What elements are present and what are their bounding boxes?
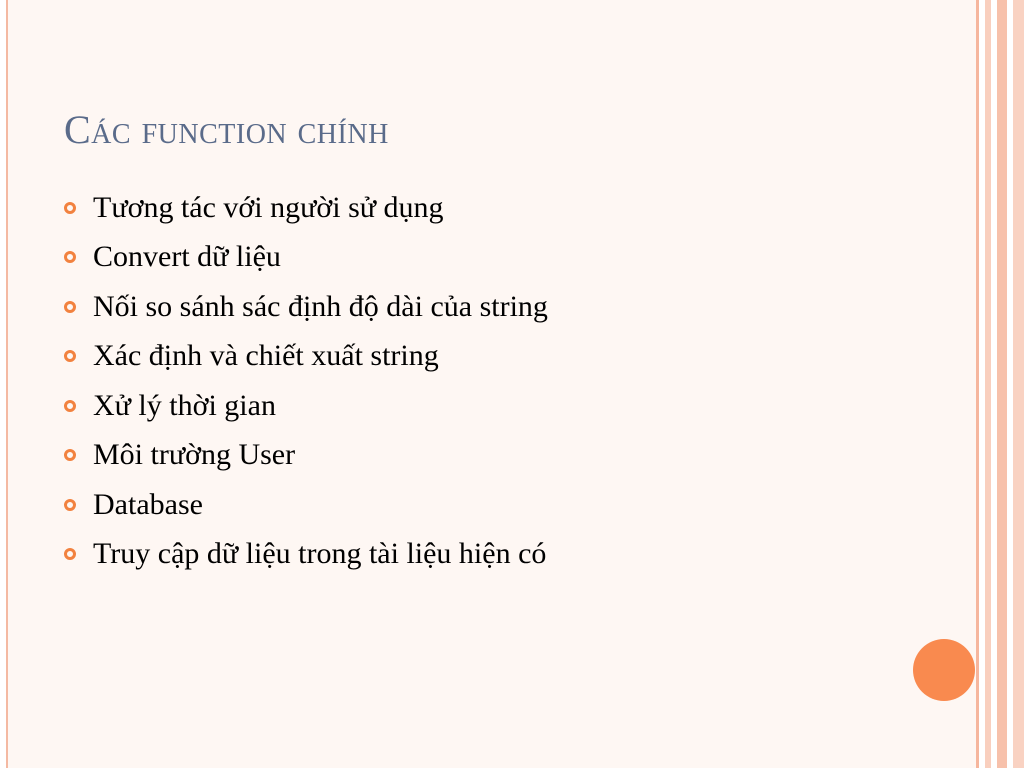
bullet-text: Convert dữ liệu	[93, 240, 281, 274]
decor-stripe	[997, 0, 1007, 768]
circle-bullet-icon	[64, 400, 76, 412]
circle-bullet-icon	[64, 202, 76, 214]
circle-bullet-icon	[64, 499, 76, 511]
circle-bullet-icon	[64, 350, 76, 362]
bullet-item	[64, 431, 548, 481]
bullet-text: Xác định và chiết xuất string	[93, 339, 439, 373]
circle-bullet-icon	[64, 449, 76, 461]
bullet-text: Truy cập dữ liệu trong tài liệu hiện có	[93, 537, 547, 571]
bullet-item	[64, 282, 548, 332]
bullet-text: Xử lý thời gian	[93, 388, 276, 422]
bullet-item	[64, 332, 548, 382]
decor-stripe	[985, 0, 991, 768]
decor-stripe	[1013, 0, 1024, 768]
bullet-text: Nối so sánh sác định độ dài của string	[93, 289, 548, 323]
bullet-item	[64, 233, 548, 283]
bullet-item	[64, 381, 548, 431]
bullet-text: Môi trường User	[93, 438, 296, 472]
circle-bullet-icon	[64, 548, 76, 560]
circle-bullet-icon	[64, 251, 76, 263]
slide-title: Các function chính	[64, 107, 389, 152]
bullet-list	[64, 183, 548, 579]
decor-stripe	[976, 0, 979, 768]
left-border	[0, 0, 8, 768]
circle-bullet-icon	[64, 301, 76, 313]
decor-circle	[913, 639, 975, 701]
bullet-item	[64, 530, 548, 580]
bullet-text: Database	[93, 487, 203, 521]
bullet-item	[64, 480, 548, 530]
bullet-text: Tương tác với người sử dụng	[93, 190, 444, 224]
bullet-item	[64, 183, 548, 233]
